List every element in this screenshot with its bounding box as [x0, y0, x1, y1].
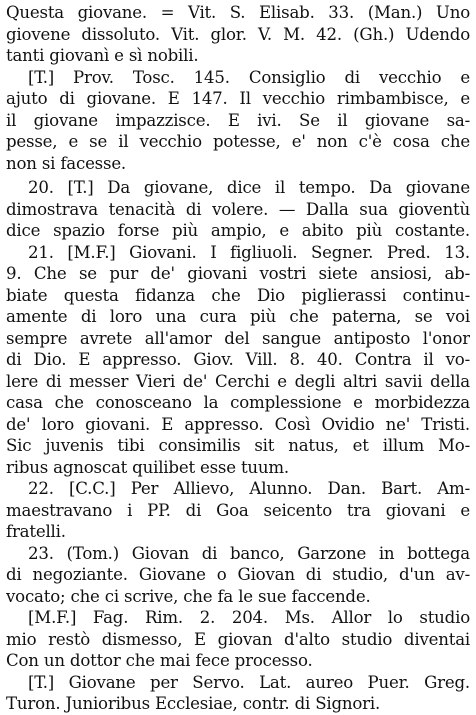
text-line: amente di loro una cura più che paterna, se voi: [6, 307, 470, 326]
entry-20-line: 20. [T.] Da giovane, dice il tempo. Da giovane: [28, 178, 470, 197]
text-line: non si facesse.: [6, 153, 127, 173]
text-line: [T.] Giovane per Servo. Lat. aureo Puer. Greg.: [28, 672, 470, 692]
text-line: dice spazio forse più ampio, e abito più costante.: [6, 221, 470, 240]
text-line: Con un dottor che mai fece processo.: [6, 651, 313, 670]
text-line: il giovane impazzisce. E ivi. Se il giovane sa-: [6, 110, 470, 130]
text-line: Questa giovane. = Vit. S. Elisab. 33. (Man.) Uno: [6, 3, 470, 22]
text-line: di negoziante. Giovane o Giovan di studio, d'un av-: [6, 565, 470, 584]
text-line: [T.] Prov. Tosc. 145. Consiglio di vecchio e: [28, 67, 470, 87]
text-line: 9. Che se pur de' giovani vostri siete ansiosi, ab-: [6, 264, 470, 283]
text-line: de' loro giovani. E appresso. Così Ovidio ne' Tristi.: [6, 414, 470, 434]
text-line: fratelli.: [6, 522, 66, 541]
text-line: maestravano i PP. di Goa seicento tra giovani e: [6, 500, 470, 520]
text-line: tanti giovanì e sì nobili.: [6, 46, 199, 65]
text-line: Sic juvenis tibi consimilis sit natus, et illum Mo-: [6, 436, 470, 455]
text-line: pesse, e se il vecchio potesse, e' non c'è cosa che: [6, 132, 470, 151]
text-line: Turon. Junioribus Ecclesiae, contr. di Signori.: [6, 694, 381, 713]
entry-23-line: 23. (Tom.) Giovan di banco, Garzone in bottega: [28, 543, 470, 563]
text-line: biate questa fidanza che Dio piglierassi continu-: [6, 285, 470, 305]
entry-21-line: 21. [M.F.] Giovani. I figliuoli. Segner. Pred. 13.: [28, 242, 470, 262]
text-line: lere di messer Vieri de' Cerchi e degli altri savii della: [6, 371, 470, 391]
text-line: vocato; che ci scrive, che fa le sue faccende.: [6, 586, 371, 606]
entry-22-line: 22. [C.C.] Per Allievo, Alunno. Dan. Bart. Am-: [28, 479, 470, 498]
text-line: ribus agnoscat quilibet esse tuum.: [6, 457, 289, 477]
text-line: dimostrava tenacità di volere. — Dalla sua gioventù: [6, 199, 470, 219]
text-line: giovene dissoluto. Vit. glor. V. M. 42. (Gh.) Udendo: [6, 24, 470, 44]
text-line: mio restò dismesso, E giovan d'alto studio diventai: [6, 629, 470, 649]
text-line: casa che conosceano la complessione e morbidezza: [6, 393, 470, 412]
text-line: [M.F.] Fag. Rim. 2. 204. Ms. Allor lo studio: [28, 608, 470, 627]
text-line: ajuto di giovane. E 147. Il vecchio rimbambisce, e: [6, 89, 470, 108]
text-line: sempre avrete all'amor del sangue antiposto l'onor: [6, 328, 470, 348]
text-line: di Dio. E appresso. Giov. Vill. 8. 40. Contra il vo-: [6, 350, 470, 369]
